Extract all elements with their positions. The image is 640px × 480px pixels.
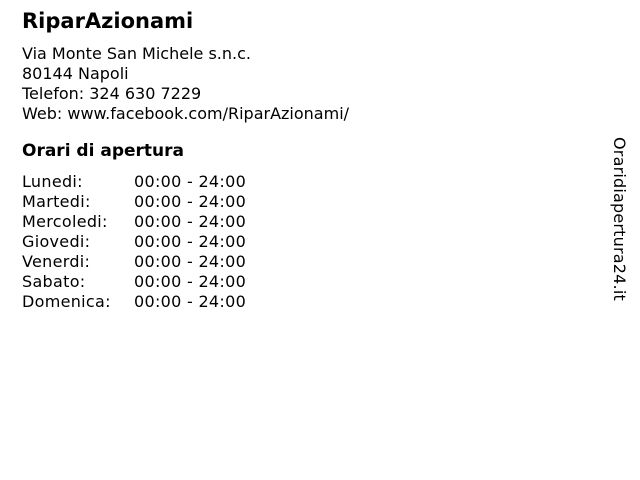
hours-row (22, 232, 246, 252)
phone-number: 324 630 7229 (89, 84, 202, 103)
day-label: Domenica: (22, 292, 111, 311)
day-label: Sabato: (22, 272, 86, 291)
phone-line (22, 84, 349, 104)
day-hours: 00:00 - 24:00 (134, 252, 247, 271)
opening-hours-table (22, 172, 246, 312)
contact-block (22, 44, 349, 124)
hours-row (22, 212, 246, 232)
hours-row (22, 192, 246, 212)
web-label: Web: (22, 104, 63, 123)
address-city: 80144 Napoli (22, 64, 129, 83)
hours-row (22, 252, 246, 272)
hours-row (22, 172, 246, 192)
day-hours: 00:00 - 24:00 (134, 212, 247, 231)
business-name: RiparAzionami (22, 9, 194, 33)
day-label: Mercoledi: (22, 212, 108, 231)
watermark-brand-text: Oraridiapertura24.it (610, 137, 629, 301)
address-street: Via Monte San Michele s.n.c. (22, 44, 251, 63)
web-url-link[interactable]: www.facebook.com/RiparAzionami/ (67, 104, 350, 123)
web-line (22, 104, 349, 124)
day-label: Martedi: (22, 192, 91, 211)
day-hours: 00:00 - 24:00 (134, 192, 247, 211)
day-label: Lunedi: (22, 172, 83, 191)
day-label: Giovedi: (22, 232, 91, 251)
day-hours: 00:00 - 24:00 (134, 232, 247, 251)
hours-row (22, 292, 246, 312)
opening-hours-heading: Orari di apertura (22, 141, 184, 161)
hours-row (22, 272, 246, 292)
day-hours: 00:00 - 24:00 (134, 172, 247, 191)
phone-label: Telefon: (22, 84, 85, 103)
day-hours: 00:00 - 24:00 (134, 292, 247, 311)
day-label: Venerdi: (22, 252, 91, 271)
day-hours: 00:00 - 24:00 (134, 272, 247, 291)
